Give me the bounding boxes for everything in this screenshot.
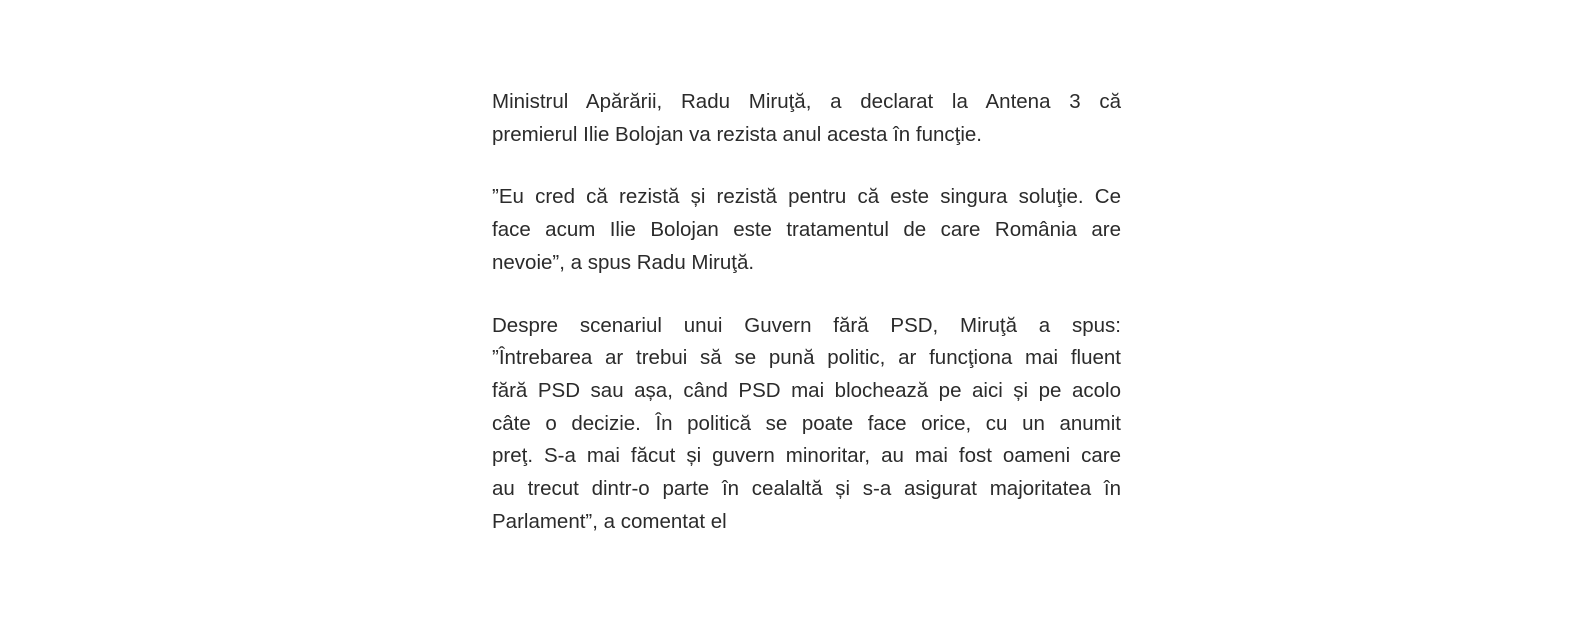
paragraph-line: au trecut dintr-o parte în cealaltă și s-a asigurat majoritatea în xyxy=(492,477,1121,501)
paragraph-line: Ministrul Apărării, Radu Miruţă, a declarat la Antena 3 că xyxy=(492,90,1121,113)
paragraph-line: Parlament”, a comentat el xyxy=(492,509,727,533)
paragraph-line: câte o decizie. În politică se poate face orice, cu un anumit xyxy=(492,411,1121,435)
paragraph-line: Despre scenariul unui Guvern fără PSD, Miruţă a spus: xyxy=(492,313,1121,337)
paragraph-line: face acum Ilie Bolojan este tratamentul de care România are xyxy=(492,218,1121,242)
paragraph-line: ”Întrebarea ar trebui să se pună politic, ar funcţiona mai fluent xyxy=(492,346,1121,370)
paragraph-1 xyxy=(492,86,1121,151)
paragraph-line: ”Eu cred că rezistă și rezistă pentru că este singura soluţie. Ce xyxy=(492,185,1121,209)
paragraph-line: fără PSD sau așa, când PSD mai blochează pe aici și pe acolo xyxy=(492,378,1121,402)
article-body xyxy=(492,86,1121,568)
paragraph-line: premierul Ilie Bolojan va rezista anul acesta în funcţie. xyxy=(492,122,982,146)
paragraph-line: preţ. S-a mai făcut și guvern minoritar, au mai fost oameni care xyxy=(492,444,1121,468)
paragraph-3 xyxy=(492,310,1121,539)
paragraph-2 xyxy=(492,181,1121,279)
paragraph-line: nevoie”, a spus Radu Miruţă. xyxy=(492,250,755,274)
